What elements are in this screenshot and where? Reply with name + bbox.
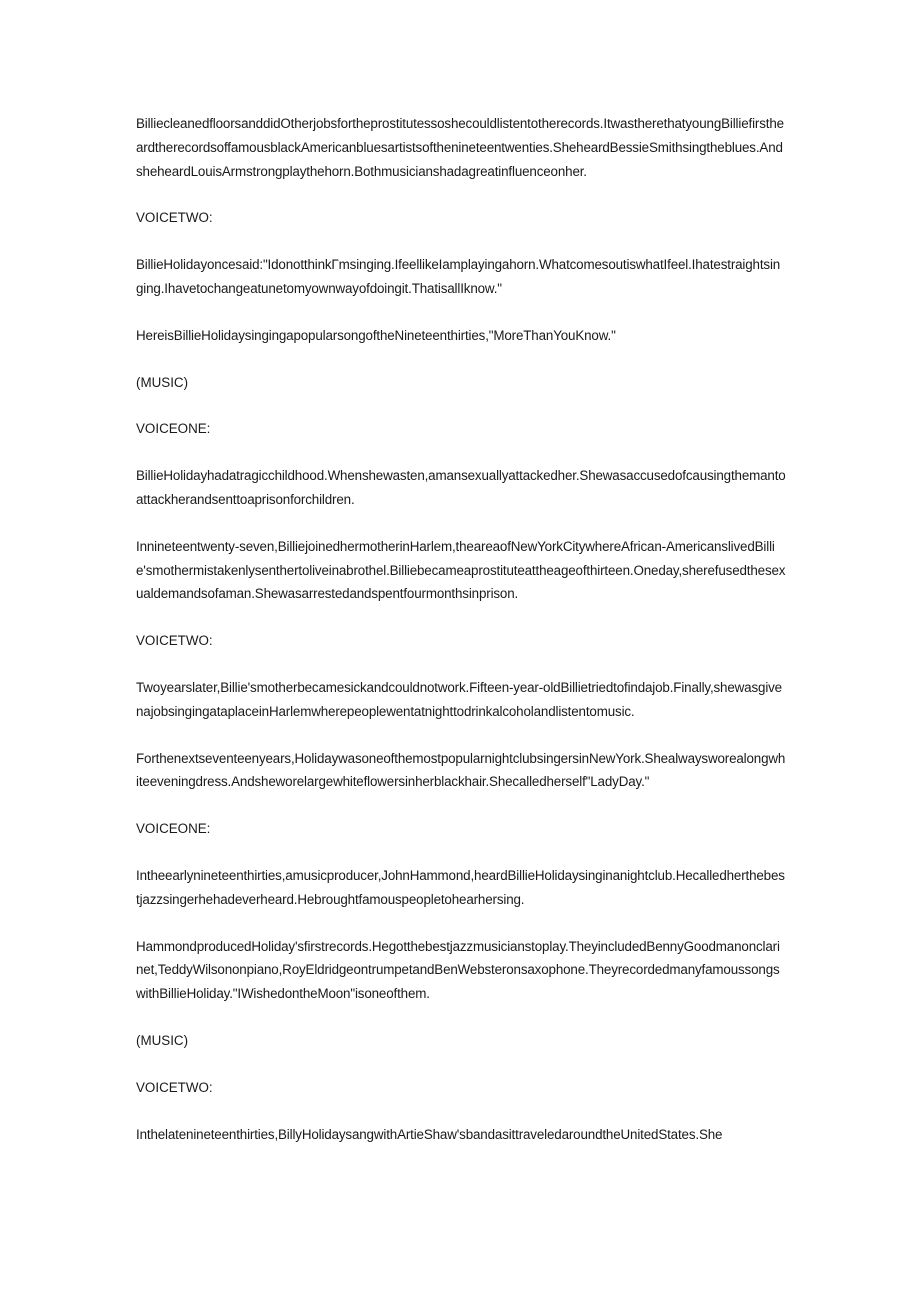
speaker-label: VOICEONE: xyxy=(136,821,211,837)
paragraph: Intheearlynineteenthirties,amusicproducer,JohnHammond,heardBillieHolidaysinginanightclub.Hecalledherthebestjazzsingerhehadeverheard.Hebroughtfamouspeopletohearhersing. xyxy=(136,867,785,907)
speaker-label: VOICETWO: xyxy=(136,1079,213,1095)
paragraph: BillieHolidayhadatragicchildhood.Whenshewasten,amansexuallyattackedher.Shewasaccusedofcausingthemantoattackherandsenttoaprisonforchildren. xyxy=(136,468,786,507)
music-cue: (MUSIC) xyxy=(136,1032,189,1048)
music-cue: (MUSIC) xyxy=(136,374,189,390)
document-page xyxy=(136,112,786,1169)
paragraph: Innineteentwenty-seven,BilliejoinedhermotherinHarlem,theareaofNewYorkCitywhereAfrican-AmericanslivedBillie'smothermistakenlysenthertoliveinabrothel.Billiebecameaprostituteattheageofthirteen.Oneday,sherefusedthesexualdemandsofaman.Shewasarrestedandspentfourmonthsinprison. xyxy=(136,538,786,602)
speaker-label: VOICEONE: xyxy=(136,421,211,437)
speaker-label: VOICETWO: xyxy=(136,210,213,226)
paragraph: BillieHolidayoncesaid:"IdonotthinkΓmsinging.IfeellikeIamplayingahorn.WhatcomesoutiswhatIfeel.Ihatestraightsinging.Ihavetochangeatunetomyownwayofdoingit.ThatisallIknow." xyxy=(136,257,781,296)
paragraph: Inthelatenineteenthirties,BillyHolidaysangwithArtieShaw'sbandasittraveledaroundtheUnitedStates.She xyxy=(136,1126,723,1142)
speaker-label: VOICETWO: xyxy=(136,633,213,649)
paragraph: HereisBillieHolidaysingingapopularsongoftheNineteenthirties,"MoreThanYouKnow." xyxy=(136,327,616,343)
paragraph: Twoyearslater,Billie'smotherbecamesickandcouldnotwork.Fifteen-year-oldBillietriedtofindajob.Finally,shewasgivenajobsingingataplaceinHarlemwherepeoplewentatnighttodrinkalcoholandlistentomusic. xyxy=(136,679,782,719)
paragraph: HammondproducedHoliday'sfirstrecords.Hegotthebestjazzmusicianstoplay.TheyincludedBennyGoodmanonclarinet,TeddyWilsononpiano,RoyEldridgeontrumpetandBenWebsteronsaxophone.TheyrecordedmanyfamoussongswithBillieHoliday."IWishedontheMoon"isoneofthem. xyxy=(136,938,780,1002)
paragraph: BilliecleanedfloorsanddidOtherjobsfortheprostitutessoshecouldlistentotherecords.ItwastherethatyoungBilliefirstheardtherecordsoffamousblackAmericanbluesartistsofthenineteentwenties.SheheardBessieSmithsingtheblues.AndsheheardLouisArmstrongplaythehorn.Bothmusicianshadagreatinfluenceonher. xyxy=(136,116,784,179)
paragraph: Forthenextseventeenyears,HolidaywasoneofthemostpopularnightclubsingersinNewYork.Shealwaysworealongwhiteeveningdress.Andsheworelargewhiteflowersinherblackhair.Shecalledherself"LadyDay." xyxy=(136,750,786,790)
